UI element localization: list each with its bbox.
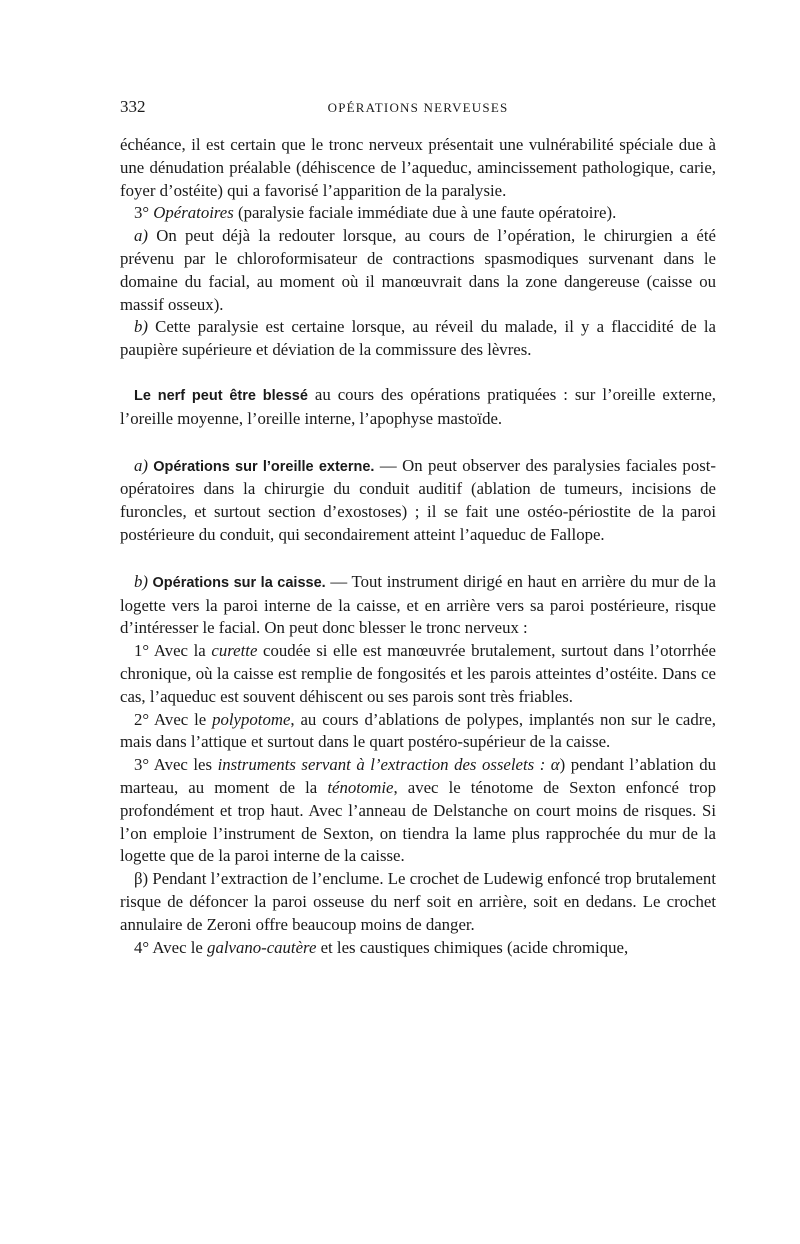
paragraph-caisse: b) Opérations sur la caisse. — Tout instrument dirigé en haut en arrière du mur de la logette vers la paroi interne de la caisse, et en arrière vers sa paroi postérieure, risque d’intéresser le facial. On peut donc blesser le tronc nerveux : — [120, 571, 716, 638]
paragraph-b-certaine: b) Cette paralysie est certaine lorsque, au réveil du malade, il y a flaccidité de la paupière supérieure et déviation de la commissure des lèvres. — [120, 317, 716, 360]
paragraph-galvano: 4° Avec le galvano-cautère et les caustiques chimiques (acide chromique, — [134, 937, 629, 957]
paragraph-enclume: β) Pendant l’extraction de l’enclume. Le crochet de Ludewig enfoncé trop brutalement risque de défoncer la paroi osseuse du nerf soit en arrière, soit en dedans. Le crochet annulaire de Zeroni offre beaucoup moins de danger. — [120, 869, 716, 934]
paragraph-oreille-externe: a) Opérations sur l’oreille externe. — On peut observer des paralysies faciales post-opératoires dans la chirurgie du conduit auditif (ablation de tumeurs, incisions de furoncles, et surtout section d’exostoses) ; il se fait une ostéo-périostite de la paroi postérieure du conduit, qui secondairement atteint l’aqueduc de Fallope. — [120, 455, 716, 544]
paragraph-instruments: 3° Avec les instruments servant à l’extraction des osselets : α) pendant l’ablation du marteau, au moment de la ténotomie, avec le ténotome de Sexton enfoncé trop profondément et trop haut. Avec l’anneau de Delstanche on court moins de risques. Si l’on emploie l’instrument de Sexton, on tiendra la lame plus rapprochée du mur de la logette que de la paroi interne de la caisse. — [120, 755, 717, 866]
paragraph-a-redouter: a) On peut déjà la redouter lorsque, au cours de l’opération, le chirurgien a été prévenu par le chloroformisateur de contractions spasmodiques survenant dans le domaine du facial, au moment où il manœuvrait dans la zone dangereuse (caisse ou massif osseux). — [120, 226, 716, 314]
page-number: 332 — [120, 97, 146, 116]
paragraph-operatoires: 3° Opératoires (paralysie faciale immédiate due à une faute opératoire). — [134, 203, 617, 223]
paragraph-continuation: échéance, il est certain que le tronc nerveux présentait une vulnérabilité spéciale due à une dénudation préalable (déhiscence de l’aqueduc, amincissement pathologique, carie, foyer d’ostéite) qui a favorisé l’apparition de la paralysie. — [120, 135, 716, 200]
paragraph-curette: 1° Avec la curette coudée si elle est manœuvrée brutalement, surtout dans l’otorrhée chronique, où la caisse est remplie de fongosités et les parois atteintes d’ostéite. Dans ce cas, l’aqueduc est souvent déhiscent ou ses parois sont très friables. — [120, 641, 716, 706]
page-body — [120, 134, 716, 959]
running-head — [120, 97, 716, 119]
paragraph-polypotome: 2° Avec le polypotome, au cours d’ablations de polypes, implantés non sur le cadre, mais dans l’attique et surtout dans le quart postéro-supérieur de la caisse. — [120, 709, 716, 752]
paragraph-nerf-blesse: Le nerf peut être blessé au cours des opérations pratiquées : sur l’oreille externe, l’oreille moyenne, l’oreille interne, l’apophyse mastoïde. — [120, 384, 716, 428]
running-title: OPÉRATIONS NERVEUSES — [327, 100, 509, 115]
